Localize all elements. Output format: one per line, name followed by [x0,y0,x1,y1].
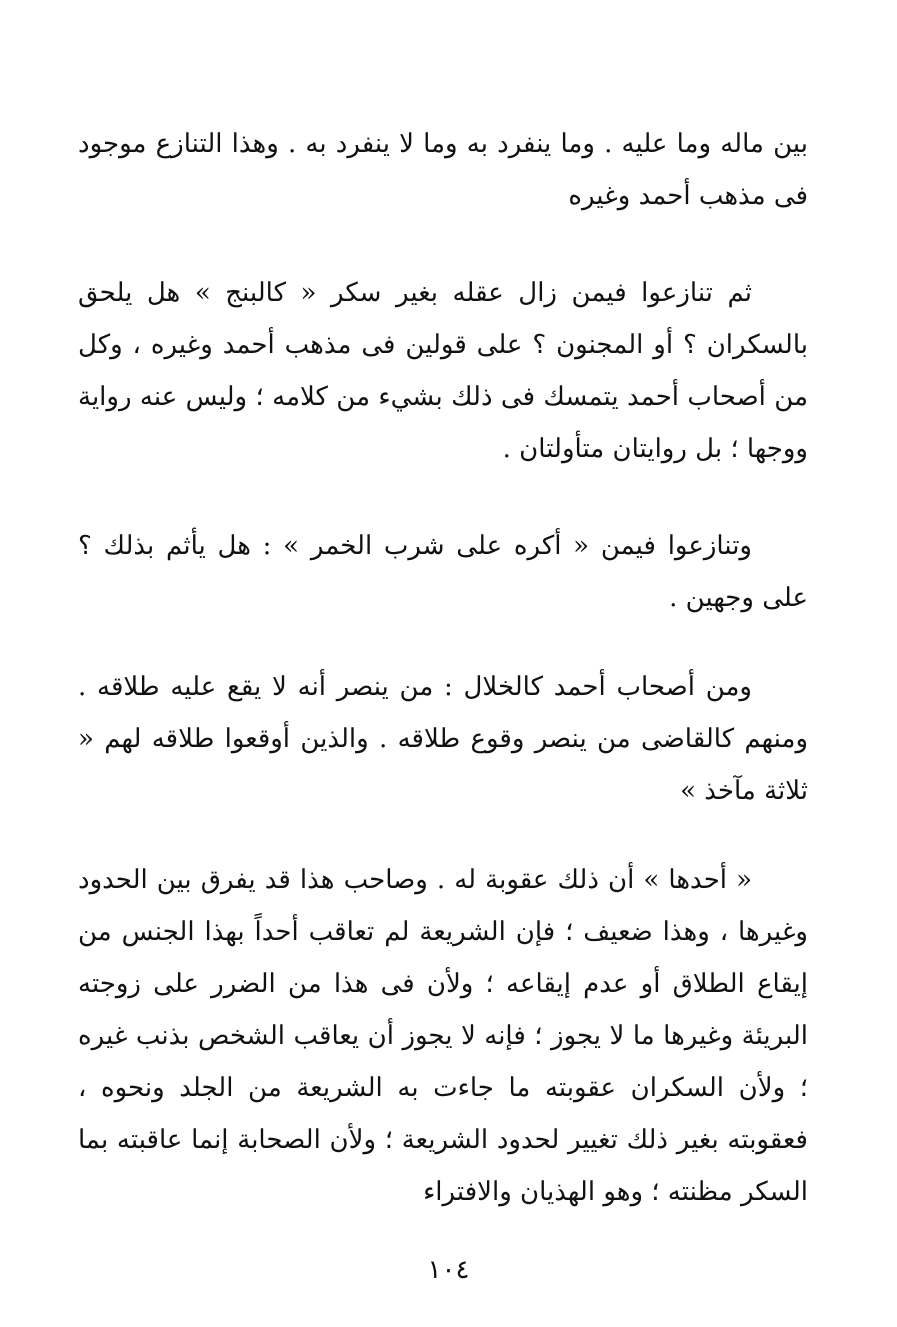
paragraph-2: ثم تنازعوا فيمن زال عقله بغير سكر « كالبنج » هل يلحق بالسكران ؟ أو المجنون ؟ على قولين فى مذهب أحمد وغيره ، وكل من أصحاب أحمد يتمسك فى ذلك بشيء من كلامه ؛ وليس عنه رواية ووجها ؛ بل روايتان متأولتان . [78,278,808,464]
paragraph-1: بين ماله وما عليه . وما ينفرد به وما لا ينفرد به . وهذا التنازع موجود فى مذهب أحمد وغيره [78,129,808,211]
paragraph-5: « أحدها » أن ذلك عقوبة له . وصاحب هذا قد يفرق بين الحدود وغيرها ، وهذا ضعيف ؛ فإن الشريعة لم تعاقب أحداً بهذا الجنس من إيقاع الطلاق أو عدم إيقاعه ؛ ولأن فى هذا من الضرر على زوجته البريئة وغيرها ما لا يجوز ؛ فإنه لا يجوز أن يعاقب الشخص بذنب غيره ؛ ولأن السكران عقوبته ما جاءت به الشريعة من الجلد ونحوه ، فعقوبته بغير ذلك تغيير لحدود الشريعة ؛ ولأن الصحابة إنما عاقبته بما السكر مظنته ؛ وهو الهذيان والافتراء [78,865,808,1207]
page-number: ١٠٤ [427,1255,470,1285]
paragraph-gap [78,817,808,854]
paragraph-4: ومن أصحاب أحمد كالخلال : من ينصر أنه لا يقع عليه طلاقه . ومنهم كالقاضى من ينصر وقوع طلاقه . والذين أوقعوا طلاقه لهم « ثلاثة مآخذ » [78,672,808,806]
paragraph-3: وتنازعوا فيمن « أكره على شرب الخمر » : هل يأثم بذلك ؟ على وجهين . [78,531,808,613]
paragraph-gap [78,624,808,661]
paragraph-gap [78,222,808,267]
page-body [78,118,808,1218]
paragraph-gap [78,475,808,520]
